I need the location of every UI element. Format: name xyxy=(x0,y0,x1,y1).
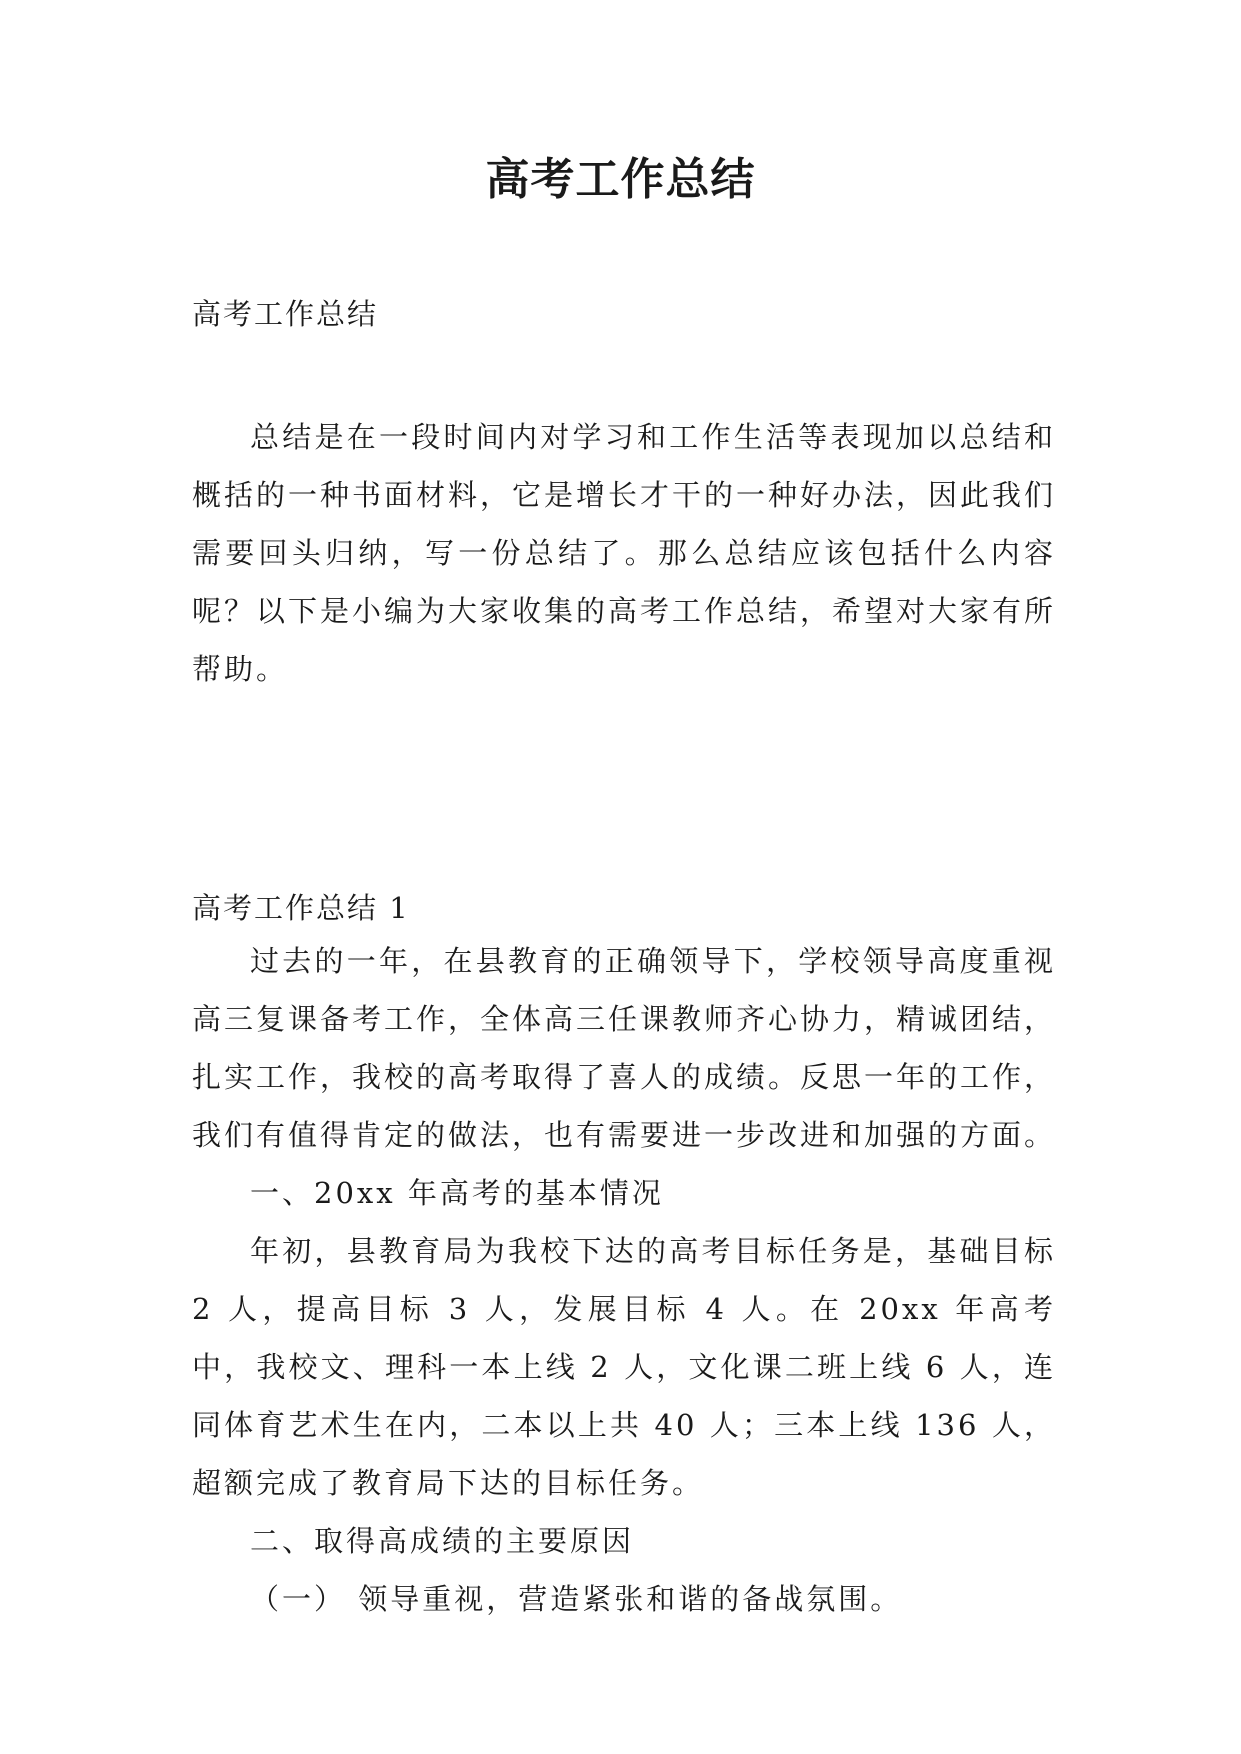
body-paragraph: 年初，县教育局为我校下达的高考目标任务是，基础目标 2 人，提高目标 3 人，发展目标 4 人。在 20xx 年高考中，我校文、理科一本上线 2 人，文化课二班上线 6 人，连同体育艺术生在内，二本以上共 40 人；三本上线 136 人，超额完成了教育局下达的目标任务。 xyxy=(192,1234,1056,1500)
intro-paragraph: 总结是在一段时间内对学习和工作生活等表现加以总结和概括的一种书面材料，它是增长才干的一种好办法，因此我们需要回头归纳，写一份总结了。那么总结应该包括什么内容呢？以下是小编为大家收集的高考工作总结，希望对大家有所帮助。 xyxy=(192,420,1057,686)
section-title: 高考工作总结 1 xyxy=(192,891,410,925)
intro-block xyxy=(192,408,1056,698)
body-paragraph: 过去的一年，在县教育的正确领导下，学校领导高度重视高三复课备考工作，全体高三任课教师齐心协力，精诚团结，扎实工作，我校的高考取得了喜人的成绩。反思一年的工作，我们有值得肯定的做法，也有需要进一步改进和加强的方面。 xyxy=(192,944,1057,1152)
section-heading-2: 二、取得高成绩的主要原因 xyxy=(250,1524,635,1558)
section-body xyxy=(192,932,1056,1628)
document-subtitle: 高考工作总结 xyxy=(192,297,379,331)
document-title: 高考工作总结 xyxy=(485,154,756,205)
section-heading-1: 一、20xx 年高考的基本情况 xyxy=(250,1176,664,1210)
subsection-heading: （一） 领导重视，营造紧张和谐的备战氛围。 xyxy=(250,1582,903,1616)
